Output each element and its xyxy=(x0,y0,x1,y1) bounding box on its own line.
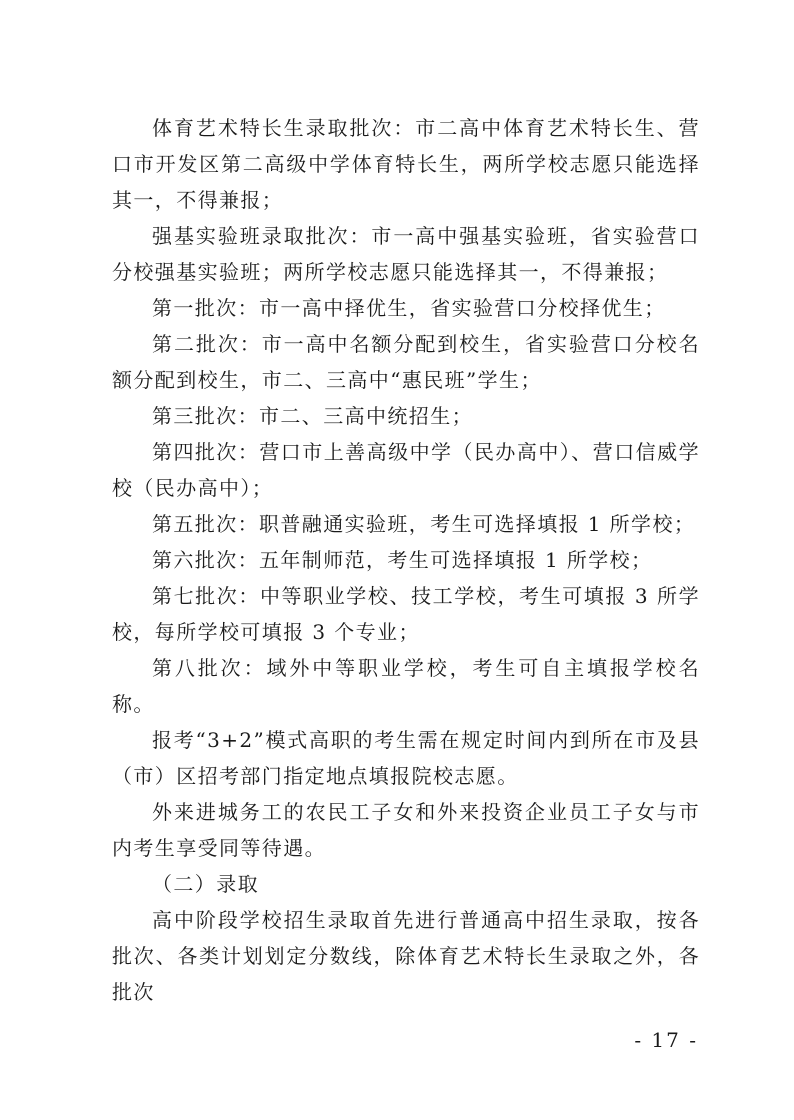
paragraph-seventh-batch: 第七批次：中等职业学校、技工学校，考生可填报 3 所学校，每所学校可填报 3 个专业； xyxy=(112,584,700,644)
paragraph-third-batch: 第三批次：市二、三高中统招生； xyxy=(152,404,473,428)
paragraph-eighth-batch: 第八批次：域外中等职业学校，考生可自主填报学校名称。 xyxy=(112,656,700,716)
page-number: - 17 - xyxy=(634,1028,698,1052)
paragraph-fourth-batch: 第四批次：营口市上善高级中学（民办高中）、营口信威学校（民办高中）； xyxy=(112,440,700,500)
paragraph-sixth-batch: 第六批次：五年制师范，考生可选择填报 1 所学校； xyxy=(152,548,653,572)
paragraph-first-batch: 第一批次：市一高中择优生，省实验营口分校择优生； xyxy=(152,296,666,320)
paragraph-strong-foundation-batch: 强基实验班录取批次：市一高中强基实验班，省实验营口分校强基实验班；两所学校志愿只能选择其一，不得兼报； xyxy=(112,224,700,284)
paragraph-second-batch: 第二批次：市一高中名额分配到校生，省实验营口分校名额分配到校生，市二、三高中“惠民班”学生； xyxy=(112,332,700,392)
paragraph-fifth-batch: 第五批次：职普融通实验班，考生可选择填报 1 所学校； xyxy=(152,512,696,536)
section-heading-admission: （二）录取 xyxy=(152,872,259,896)
paragraph-migrant-children: 外来进城务工的农民工子女和外来投资企业员工子女与市内考生享受同等待遇。 xyxy=(112,800,700,860)
paragraph-vocational-3plus2: 报考“3+2”模式高职的考生需在规定时间内到所在市及县（市）区招考部门指定地点填报院校志愿。 xyxy=(112,728,700,788)
document-body xyxy=(112,110,700,1010)
paragraph-admission-process: 高中阶段学校招生录取首先进行普通高中招生录取，按各批次、各类计划划定分数线，除体育艺术特长生录取之外，各批次 xyxy=(112,908,700,1004)
paragraph-sports-arts-batch: 体育艺术特长生录取批次：市二高中体育艺术特长生、营口市开发区第二高级中学体育特长生，两所学校志愿只能选择其一，不得兼报； xyxy=(112,116,700,212)
